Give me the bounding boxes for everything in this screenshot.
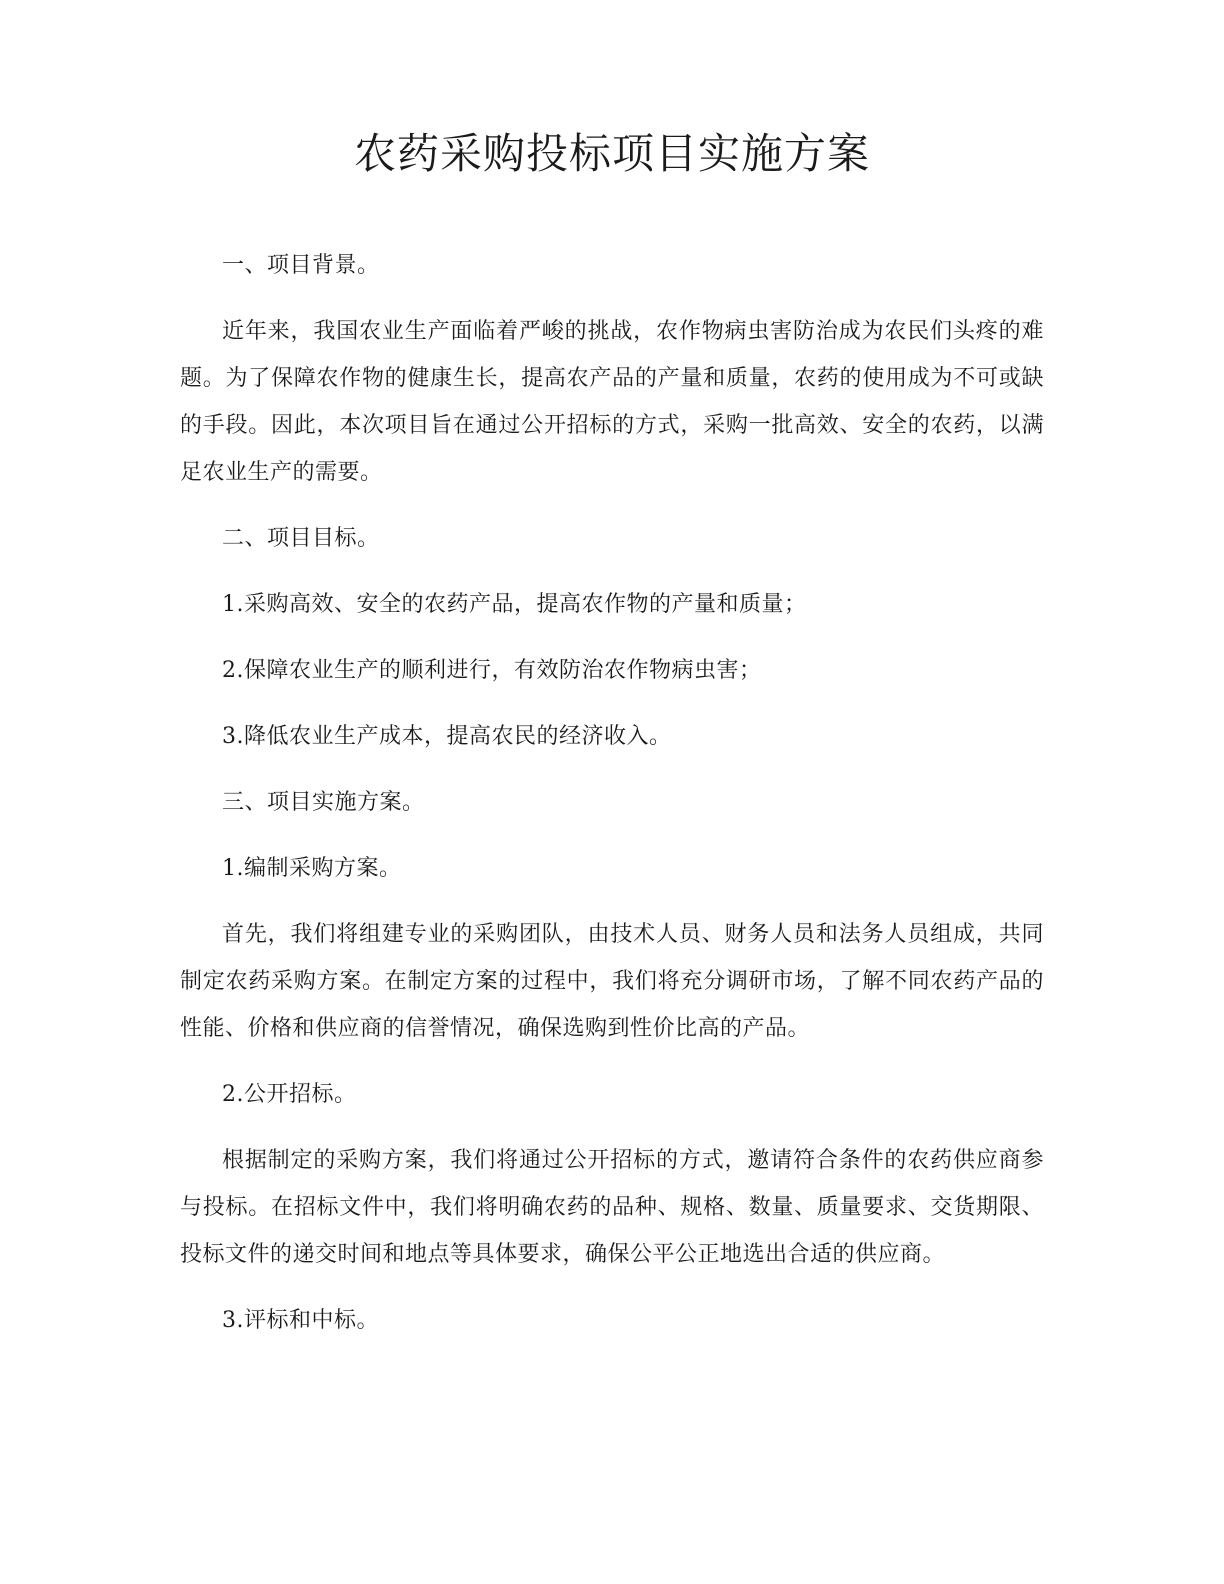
background-paragraph: 近年来，我国农业生产面临着严峻的挑战，农作物病虫害防治成为农民们头疼的难题。为了保障农作物的健康生长，提高农产品的产量和质量，农药的使用成为不可或缺的手段。因此，本次项目旨在通过公开招标的方式，采购一批高效、安全的农药，以满足农业生产的需要。 (180, 319, 1044, 485)
plan-paragraph: 首先，我们将组建专业的采购团队，由技术人员、财务人员和法务人员组成，共同制定农药采购方案。在制定方案的过程中，我们将充分调研市场，了解不同农药产品的性能、价格和供应商的信誉情况，确保选购到性价比高的产品。 (180, 922, 1044, 1041)
tender-paragraph: 根据制定的采购方案，我们将通过公开招标的方式，邀请符合条件的农药供应商参与投标。在招标文件中，我们将明确农药的品种、规格、数量、质量要求、交货期限、投标文件的递交时间和地点等具体要求，确保公平公正地选出合适的供应商。 (180, 1148, 1044, 1267)
document-body (180, 242, 1044, 1363)
objective-item-3: 3.降低农业生产成本，提高农民的经济收入。 (222, 724, 672, 749)
objective-item-1: 1.采购高效、安全的农药产品，提高农作物的产量和质量； (222, 592, 807, 617)
section-heading-background: 一、项目背景。 (222, 253, 380, 278)
section-heading-implementation: 三、项目实施方案。 (222, 790, 425, 815)
section-heading-objectives: 二、项目目标。 (222, 526, 380, 551)
subsection-heading-tender: 2.公开招标。 (222, 1082, 357, 1107)
objective-item-2: 2.保障农业生产的顺利进行，有效防治农作物病虫害； (222, 658, 762, 683)
document-title: 农药采购投标项目实施方案 (353, 129, 870, 178)
subsection-heading-evaluation: 3.评标和中标。 (222, 1308, 379, 1333)
subsection-heading-plan: 1.编制采购方案。 (222, 856, 402, 881)
